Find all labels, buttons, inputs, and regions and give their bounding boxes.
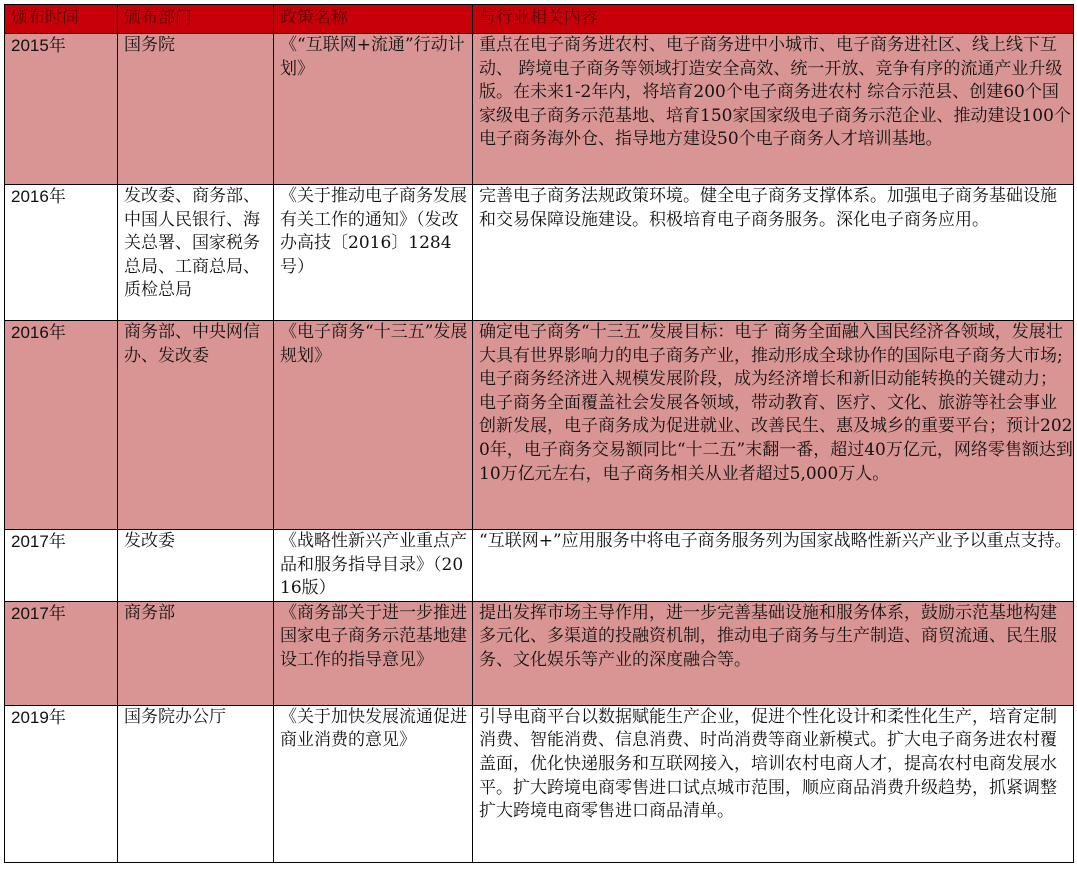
- cell-department: 发改委、商务部、中国人民银行、海关总署、国家税务总局、工商总局、质检总局: [118, 185, 274, 321]
- cell-content: “互联网+”应用服务中将电子商务服务列为国家战略性新兴产业予以重点支持。: [473, 530, 1074, 602]
- header-content: 与行业相关内容: [473, 5, 1074, 34]
- cell-content: 提出发挥市场主导作用，进一步完善基础设施和服务体系，鼓励示范基地构建多元化、多渠道的投融资机制，推动电子商务与生产制造、商贸流通、民生服务、文化娱乐等产业的深度融合等。: [473, 601, 1074, 705]
- cell-policy: 《“互联网+流通”行动计划》: [274, 34, 473, 185]
- header-year: 颁布时间: [5, 5, 118, 34]
- cell-year: 2016年: [5, 185, 118, 321]
- cell-policy: 《电子商务“十三五”发展规划》: [274, 321, 473, 530]
- header-department: 颁布部门: [118, 5, 274, 34]
- cell-content: 引导电商平台以数据赋能生产企业，促进个性化设计和柔性化生产，培育定制消费、智能消费、信息消费、时尚消费等商业新模式。扩大电子商务进农村覆盖面，优化快递服务和互联网接入，培训农村电商人才，提高农村电商发展水平。扩大跨境电商零售进口试点城市范围，顺应商品消费升级趋势，抓紧调整扩大跨境电商零售进口商品清单。: [473, 705, 1074, 862]
- cell-department: 国务院办公厅: [118, 705, 274, 862]
- cell-policy: 《商务部关于进一步推进国家电子商务示范基地建设工作的指导意见》: [274, 601, 473, 705]
- cell-year: 2015年: [5, 34, 118, 185]
- table-row: [5, 321, 1074, 530]
- policy-table: [4, 4, 1074, 863]
- cell-content: 确定电子商务“十三五”发展目标：电子 商务全面融入国民经济各领域，发展壮大具有世界影响力的电子商务产业，推动形成全球协作的国际电子商务大市场;电子商务经济进入规模发展阶段，成为经济增长和新旧动能转换的关键动力；电子商务全面覆盖社会发展各领域，带动教育、医疗、文化、旅游等社会事业创新发展，电子商务成为促进就业、改善民生、惠及城乡的重要平台；预计2020年，电子商务交易额同比“十二五”末翻一番，超过40万亿元，网络零售额达到10万亿元左右，电子商务相关从业者超过5,000万人。: [473, 321, 1074, 530]
- table-row: [5, 185, 1074, 321]
- cell-content: 重点在电子商务进农村、电子商务进中小城市、电子商务进社区、线上线下互动、 跨境电子商务等领域打造安全高效、统一开放、竞争有序的流通产业升级版。在未来1-2年内，将培育200个电子商务进农村 综合示范县、创建60个国家级电子商务示范基地、培育150家国家级电子商务示范企业、推动建设100个电子商务海外仓、指导地方建设50个电子商务人才培训基地。: [473, 34, 1074, 185]
- table-row: [5, 601, 1074, 705]
- cell-year: 2017年: [5, 601, 118, 705]
- cell-policy: 《战略性新兴产业重点产品和服务指导目录》（2016版）: [274, 530, 473, 602]
- table-row: [5, 705, 1074, 862]
- cell-content: 完善电子商务法规政策环境。健全电子商务支撑体系。加强电子商务基础设施和交易保障设施建设。积极培育电子商务服务。深化电子商务应用。: [473, 185, 1074, 321]
- cell-department: 发改委: [118, 530, 274, 602]
- table-row: [5, 530, 1074, 602]
- cell-year: 2017年: [5, 530, 118, 602]
- table-header-row: [5, 5, 1074, 34]
- cell-policy: 《关于推动电子商务发展有关工作的通知》（发改办高技〔2016〕1284号）: [274, 185, 473, 321]
- header-policy: 政策名称: [274, 5, 473, 34]
- cell-policy: 《关于加快发展流通促进商业消费的意见》: [274, 705, 473, 862]
- cell-year: 2019年: [5, 705, 118, 862]
- cell-year: 2016年: [5, 321, 118, 530]
- cell-department: 国务院: [118, 34, 274, 185]
- cell-department: 商务部、中央网信办、发改委: [118, 321, 274, 530]
- table-row: [5, 34, 1074, 185]
- cell-department: 商务部: [118, 601, 274, 705]
